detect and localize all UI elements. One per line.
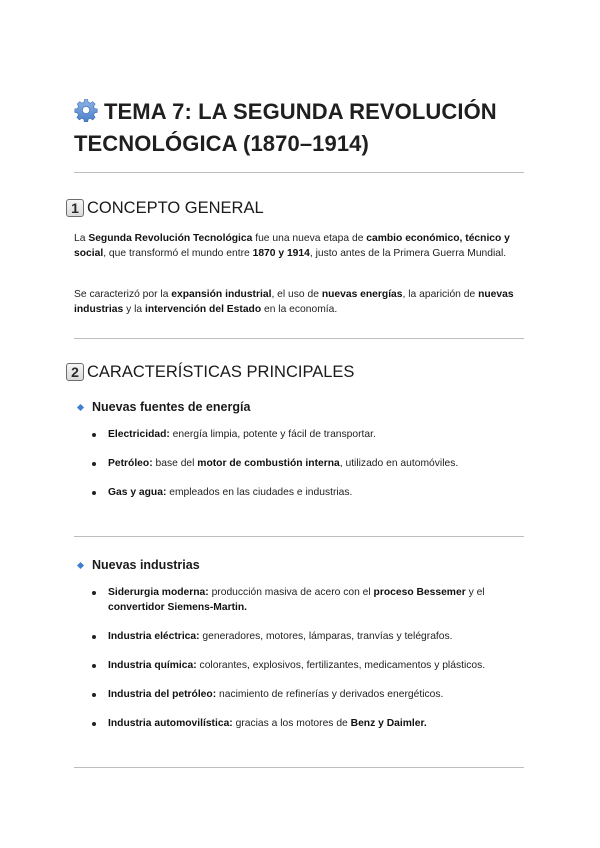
paragraph-intro: La Segunda Revolución Tecnológica fue una nueva etapa de cambio económico, técnico y social, que transformó el mundo entre 1870 y 1914, justo antes de la Primera Guerra Mundial. — [74, 233, 510, 259]
list-item: Gas y agua: empleados en las ciudades e industrias. — [90, 485, 520, 500]
list-item: Electricidad: energía limpia, potente y fácil de transportar. — [90, 427, 520, 442]
section-number-badge: 1 — [66, 199, 84, 217]
divider — [74, 767, 524, 768]
list-item: Petróleo: base del motor de combustión interna, utilizado en automóviles. — [90, 456, 520, 471]
divider — [74, 338, 524, 339]
title-line-1: TEMA 7: LA SEGUNDA REVOLUCIÓN — [104, 99, 497, 124]
gear-icon — [74, 98, 98, 122]
paragraph-characteristics: Se caracterizó por la expansión industrial, el uso de nuevas energías, la aparición de nuevas industrias y la intervención del Estado en la economía. — [74, 289, 514, 315]
list-item: Siderurgia moderna: producción masiva de acero con el proceso Bessemer y el convertidor Siemens-Martin. — [90, 585, 520, 615]
section-number-badge: 2 — [66, 363, 84, 381]
bullet-icon — [92, 635, 96, 639]
bullet-icon — [92, 591, 96, 595]
diamond-bullet-icon — [77, 561, 84, 568]
bullet-icon — [92, 664, 96, 668]
page-title — [74, 96, 534, 160]
list-item: Industria automovilística: gracias a los motores de Benz y Daimler. — [90, 716, 520, 731]
list-item: Industria eléctrica: generadores, motores, lámparas, tranvías y telégrafos. — [90, 629, 520, 644]
subheading-energia: Nuevas fuentes de energía — [78, 399, 250, 415]
bullet-icon — [92, 462, 96, 466]
section-heading-text: CARACTERÍSTICAS PRINCIPALES — [87, 363, 355, 381]
diamond-bullet-icon — [77, 403, 84, 410]
divider — [74, 536, 524, 537]
section-heading-concepto — [66, 197, 264, 219]
list-item: Industria química: colorantes, explosivos, fertilizantes, medicamentos y plásticos. — [90, 658, 520, 673]
subheading-industrias: Nuevas industrias — [78, 557, 200, 573]
bullet-icon — [92, 433, 96, 437]
list-item: Industria del petróleo: nacimiento de refinerías y derivados energéticos. — [90, 687, 520, 702]
title-line-2: TECNOLÓGICA (1870–1914) — [74, 131, 369, 156]
section-heading-caracteristicas — [66, 361, 354, 383]
divider — [74, 172, 524, 173]
section-heading-text: CONCEPTO GENERAL — [87, 199, 264, 217]
bullet-icon — [92, 491, 96, 495]
bullet-icon — [92, 693, 96, 697]
bullet-icon — [92, 722, 96, 726]
